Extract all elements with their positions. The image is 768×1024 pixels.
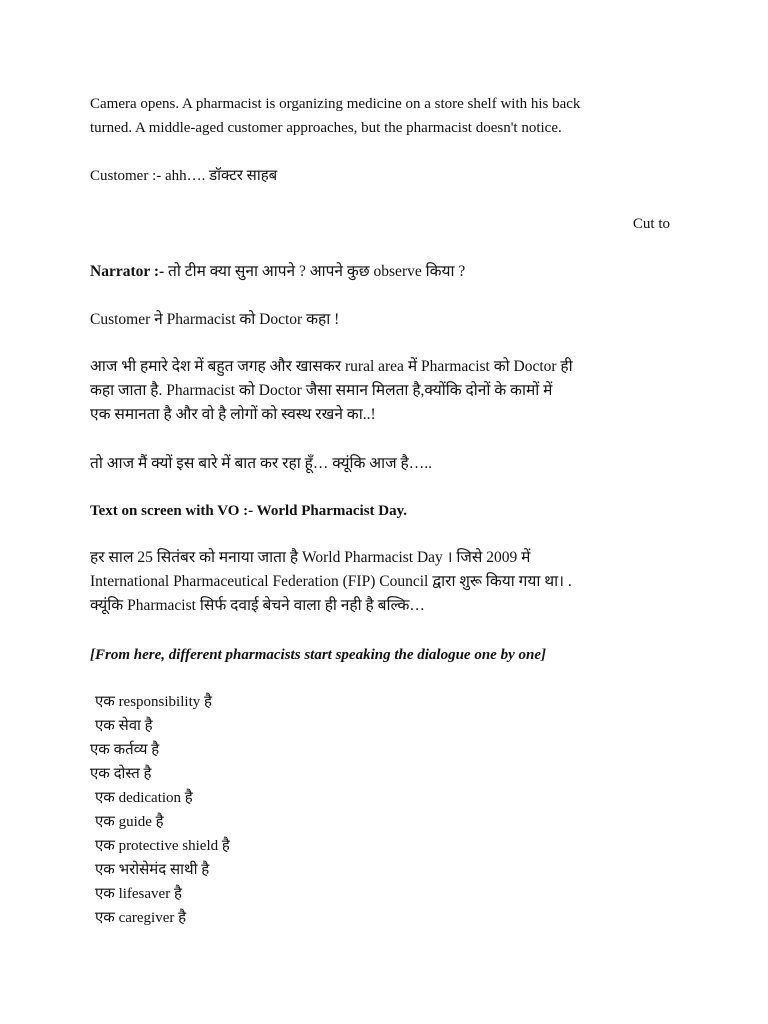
today-line	[90, 452, 690, 476]
list-item: एक caregiver है	[95, 910, 187, 926]
list-item: एक protective shield है	[95, 838, 230, 854]
customer-called-line	[90, 308, 690, 332]
list-item: एक lifesaver है	[95, 886, 182, 902]
customer-called-text: Customer ने Pharmacist को Doctor कहा !	[90, 311, 340, 328]
list-item: एक guide है	[95, 814, 164, 830]
list-item: एक दोस्त है	[90, 766, 152, 782]
customer-dialogue: Customer :- ahh…. डॉक्टर साहब	[90, 168, 278, 184]
list-item: एक सेवा है	[95, 718, 153, 734]
list-item: एक dedication है	[95, 790, 193, 806]
paragraph-day-line-3: क्यूंकि Pharmacist सिर्फ दवाई बेचने वाला ही नही है बल्कि…	[90, 597, 425, 614]
paragraph-day	[90, 546, 690, 618]
paragraph-rural-line-1: आज भी हमारे देश में बहुत जगह और खासकर rural area में Pharmacist को Doctor ही	[90, 358, 573, 375]
direction-note: [From here, different pharmacists start speaking the dialogue one by one]	[90, 647, 546, 663]
paragraph-rural	[90, 355, 690, 427]
customer-line	[90, 164, 690, 188]
narrator-text: तो टीम क्या सुना आपने ? आपने कुछ observe किया ?	[164, 263, 466, 280]
scene-intro-line-1: Camera opens. A pharmacist is organizing medicine on a store shelf with his back	[90, 96, 581, 112]
text-on-screen: Text on screen with VO :- World Pharmacist Day.	[90, 503, 408, 519]
narrator-line	[90, 260, 690, 284]
cut-to: Cut to	[632, 216, 670, 232]
paragraph-rural-line-3: एक समानता है और वो है लोगों को स्वस्थ रखने का..!	[90, 406, 376, 423]
direction-note-line	[90, 643, 690, 667]
list-item: एक responsibility है	[95, 694, 212, 710]
paragraph-day-line-1: हर साल 25 सितंबर को मनाया जाता है World Pharmacist Day । जिसे 2009 में	[90, 549, 531, 566]
dialogue-list	[90, 690, 230, 930]
today-text: तो आज मैं क्यों इस बारे में बात कर रहा हूँ… क्यूंकि आज है…..	[90, 455, 432, 472]
paragraph-rural-line-2: कहा जाता है. Pharmacist को Doctor जैसा समान मिलता है,क्योंकि दोनों के कामों में	[90, 382, 553, 399]
text-on-screen-line	[90, 499, 690, 523]
list-item: एक कर्तव्य है	[90, 742, 160, 758]
list-item: एक भरोसेमंद साथी है	[95, 862, 210, 878]
scene-intro	[90, 92, 690, 140]
paragraph-day-line-2: International Pharmaceutical Federation (FIP) Council द्वारा शुरू किया गया था। .	[90, 573, 572, 590]
narrator-label: Narrator :-	[90, 263, 165, 280]
scene-intro-line-2: turned. A middle-aged customer approaches, but the pharmacist doesn't notice.	[90, 120, 562, 136]
